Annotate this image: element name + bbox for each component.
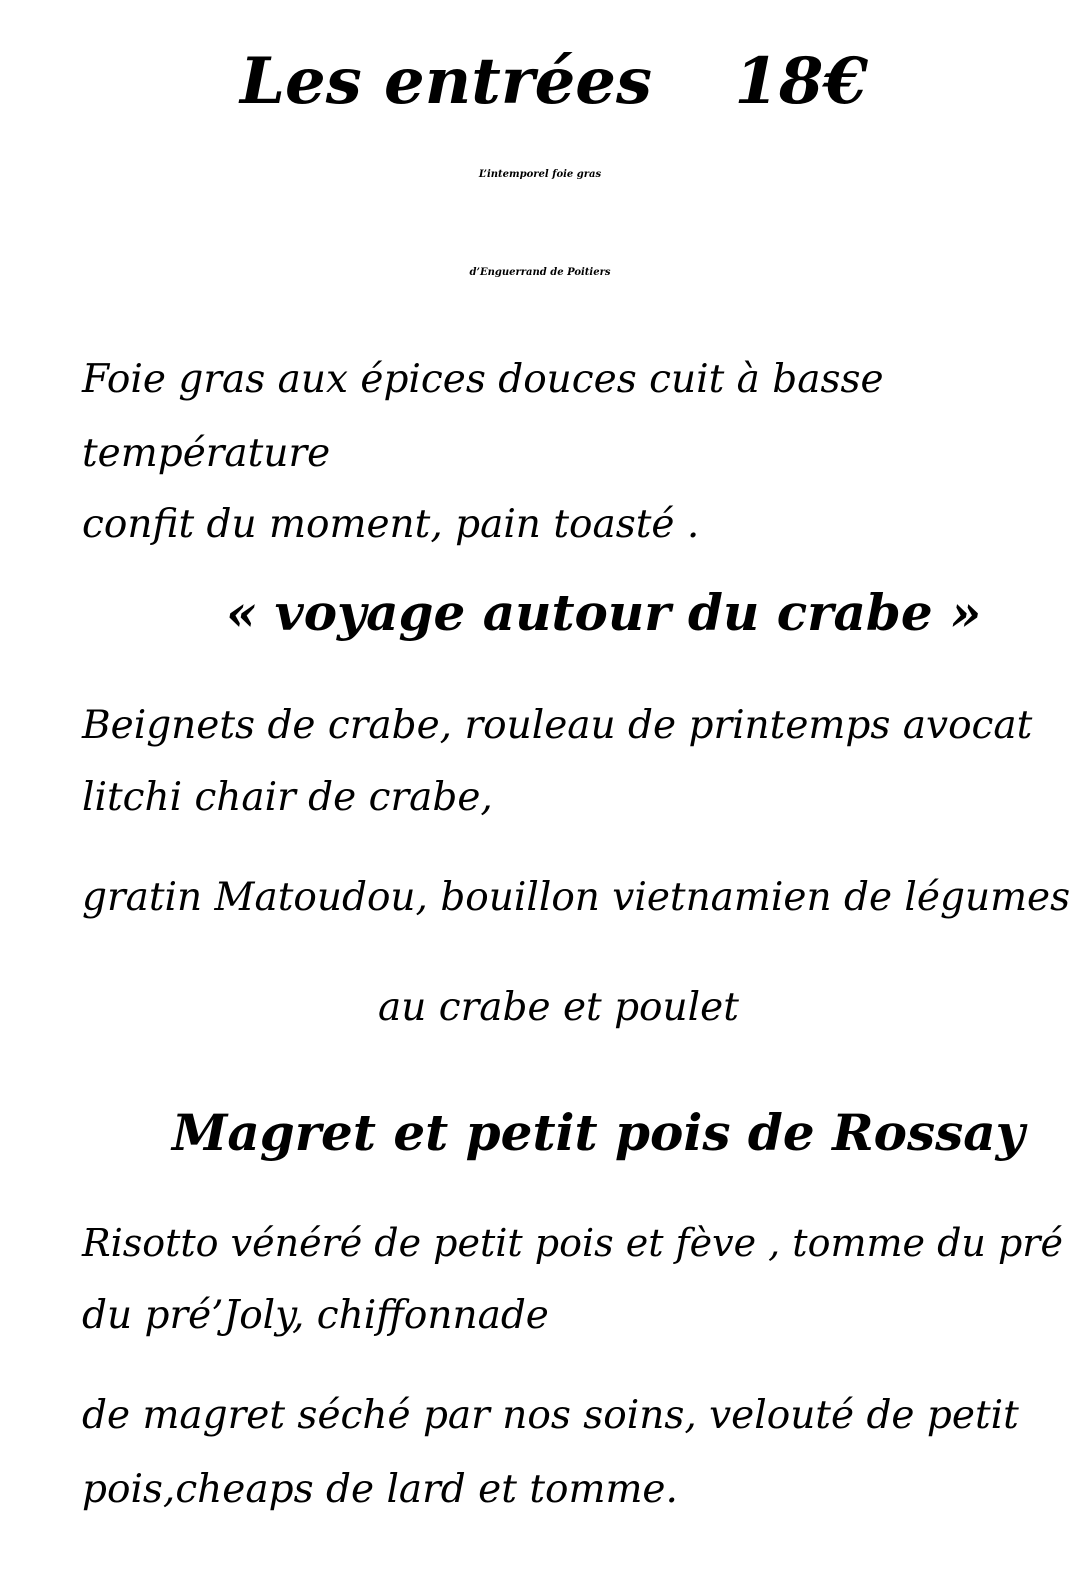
dish-2-name: « voyage autour du crabe » [226, 583, 982, 642]
dish-1-description-line-1: Foie gras aux épices douces cuit à basse [82, 357, 884, 402]
dish-1-name-line-2: d’Enguerrand de Poitiers [469, 267, 611, 278]
dish-1-description-line-2: température [82, 431, 331, 476]
dish-1-description-line-3: confit du moment, pain toasté . [82, 502, 700, 547]
dish-2-description-line-2: litchi chair de crabe, [82, 775, 493, 820]
dish-3-description-line-4: pois,cheaps de lard et tomme. [82, 1467, 678, 1512]
dish-3-name: Magret et petit pois de Rossay [172, 1103, 1025, 1162]
section-title-text: Les entrées [240, 44, 653, 119]
dish-3-description-line-1: Risotto vénéré de petit pois et fève , tomme du pré [82, 1221, 1063, 1265]
section-title [240, 44, 868, 119]
dish-3-description-line-2: du pré’Joly, chiffonnade [82, 1293, 549, 1338]
dish-1-name-line-1: L’intemporel foie gras [478, 169, 602, 180]
section-price: 18€ [734, 44, 868, 119]
dish-2-description-line-3: gratin Matoudou, bouillon vietnamien de légumes [82, 875, 1071, 920]
dish-3-description-line-3: de magret séché par nos soins, velouté de petit [82, 1393, 1019, 1438]
dish-2-description-line-1: Beignets de crabe, rouleau de printemps avocat [82, 703, 1033, 748]
dish-2-description-line-4: au crabe et poulet [378, 985, 739, 1030]
